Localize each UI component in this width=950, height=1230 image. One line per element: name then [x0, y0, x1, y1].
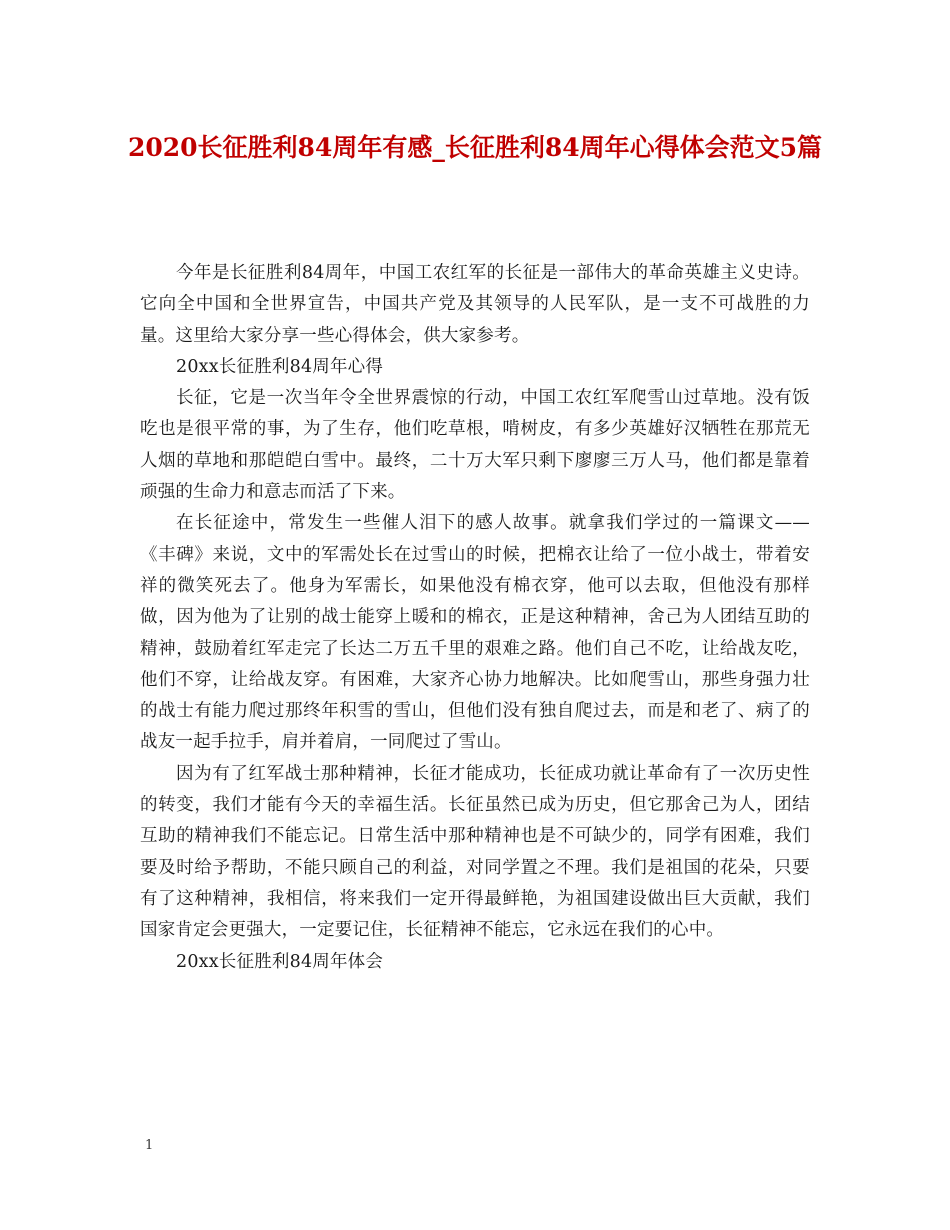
document-body	[140, 258, 810, 978]
page-number: 1	[145, 1138, 154, 1153]
section-heading-xinde: 20xx长征胜利84周年心得	[176, 356, 384, 377]
body-paragraph: 因为有了红军战士那种精神，长征才能成功，长征成功就让革命有了一次历史性的转变，我们才能有今天的幸福生活。长征虽然已成为历史，但它那舍己为人，团结互助的精神我们不能忘记。日常生活中那种精神也是不可缺少的，同学有困难，我们要及时给予帮助，不能只顾自己的利益，对同学置之不理。我们是祖国的花朵，只要有了这种精神，我相信，将来我们一定开得最鲜艳，为祖国建设做出巨大贡献，我们国家肯定会更强大，一定要记住，长征精神不能忘，它永远在我们的心中。	[140, 763, 810, 941]
body-paragraph: 长征，它是一次当年令全世界震惊的行动，中国工农红军爬雪山过草地。没有饭吃也是很平常的事，为了生存，他们吃草根，啃树皮，有多少英雄好汉牺牲在那荒无人烟的草地和那皑皑白雪中。最终，二十万大军只剩下廖廖三万人马，他们都是靠着顽强的生命力和意志而活了下来。	[140, 388, 810, 503]
section-heading-tihui: 20xx长征胜利84周年体会	[176, 951, 384, 972]
body-paragraph: 在长征途中，常发生一些催人泪下的感人故事。就拿我们学过的一篇课文——《丰碑》来说，文中的军需处长在过雪山的时候，把棉衣让给了一位小战士，带着安祥的微笑死去了。他身为军需长，如果他没有棉衣穿，他可以去取，但他没有那样做，因为他为了让别的战士能穿上暖和的棉衣，正是这种精神，舍己为人团结互助的精神，鼓励着红军走完了长达二万五千里的艰难之路。他们自己不吃，让给战友吃，他们不穿，让给战友穿。有困难，大家齐心协力地解决。比如爬雪山，那些身强力壮的战士有能力爬过那终年积雪的雪山，但他们没有独自爬过去，而是和老了、病了的战友一起手拉手，肩并着肩，一同爬过了雪山。	[140, 513, 810, 753]
document-title: 2020长征胜利84周年有感_长征胜利84周年心得体会范文5篇	[127, 133, 823, 162]
intro-paragraph: 今年是长征胜利84周年，中国工农红军的长征是一部伟大的革命英雄主义史诗。它向全中国和全世界宣告，中国共产党及其领导的人民军队，是一支不可战胜的力量。这里给大家分享一些心得体会，供大家参考。	[140, 263, 810, 346]
